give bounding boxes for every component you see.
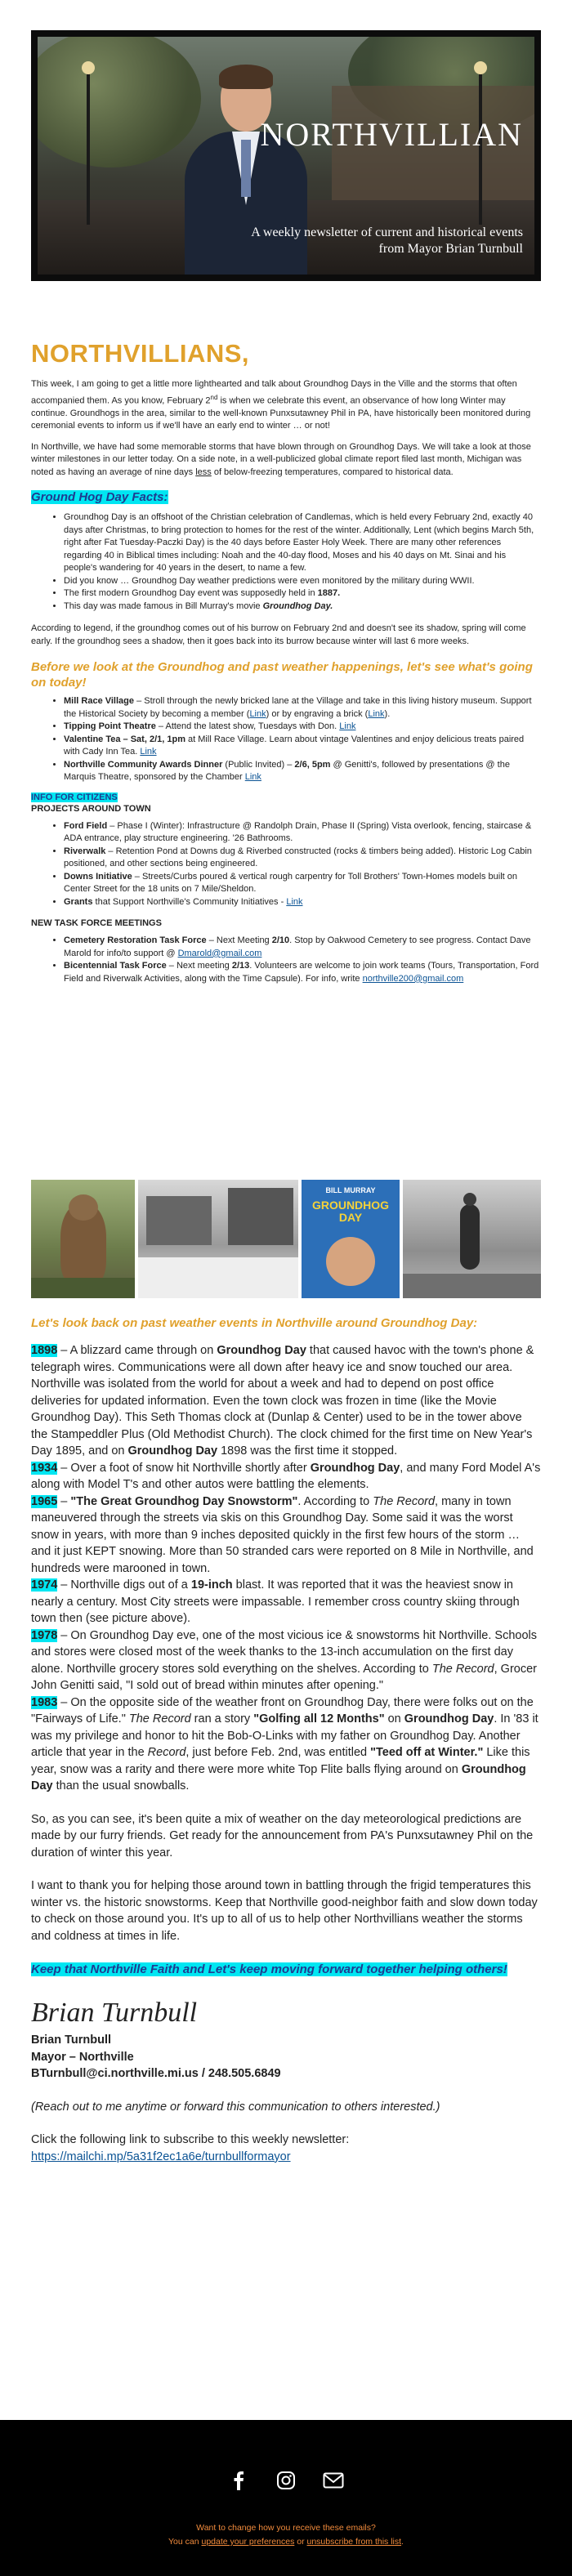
newsletter-brand: NORTHVILLIAN — [260, 116, 523, 153]
history-year: 1974 — [31, 1578, 58, 1592]
events-list — [31, 695, 541, 784]
intro-section — [31, 378, 541, 479]
link[interactable]: Link — [339, 721, 356, 732]
email-icon[interactable] — [322, 2469, 345, 2492]
history-entry: 1974 – Northville digs out of a 19-inch blast. It was reported that it was the heaviest snow in nearly a century. Most City streets were impassable. I remember cross country skiing through town then (see picture above). — [31, 1578, 520, 1625]
golfer-photo — [403, 1180, 541, 1298]
list-item: • Tipping Point Theatre – Attend the latest show, Tuesdays with Don. Link — [64, 721, 541, 734]
forward-note: (Reach out to me anytime or forward this communication to others interested.) — [31, 2100, 440, 2114]
list-item: • Downs Initiative – Streets/Curbs poured & vertical rough carpentry for Toll Brothers' Town-Homes models built on Center Street for the 18 units on 7 Mile/Sheldon. — [64, 871, 541, 896]
projects-heading: PROJECTS AROUND TOWN — [31, 803, 151, 814]
header-banner — [31, 30, 541, 281]
taskforce-heading: NEW TASK FORCE MEETINGS — [31, 918, 162, 929]
list-item: • Groundhog Day is an offshoot of the Christian celebration of Candlemas, which is held every February 2nd, exactly 40 days after Christmas, to bring protection to homes for the rest of the winter. Additionally, Lent (which begins March 5th, right after Fat Tuesday-Paczki Day) is the 40 days before Easter Holy Week. There are many other references regarding 40 in Biblical times including: Noah and the 40-day flood, Moses and his 40 days on Mt. Sinai and his people's wandering for 40 years in the desert, to name a few. — [64, 511, 541, 575]
link[interactable]: Link — [286, 896, 303, 907]
history-year: 1934 — [31, 1461, 58, 1475]
taskforce-list — [31, 935, 541, 985]
greeting-heading: NORTHVILLIANS, — [31, 339, 250, 368]
events-heading: Before we look at the Groundhog and past weather happenings, let's see what's going on today! — [31, 660, 533, 690]
footer-note — [0, 2521, 572, 2549]
instagram-icon[interactable] — [275, 2469, 297, 2492]
projects-list — [31, 820, 541, 909]
email-link[interactable]: northville200@gmail.com — [362, 973, 464, 984]
lamp-light — [474, 61, 487, 74]
email-link[interactable]: Dmarold@gmail.com — [177, 948, 262, 958]
history-year: 1983 — [31, 1695, 58, 1709]
list-item: • Northville Community Awards Dinner (Public Invited) – 2/6, 5pm @ Genitti's, followed by presentations @ the Marquis Theatre, sponsored by the Chamber Link — [64, 759, 541, 784]
footer-line-2: You can update your preferences or unsubscribe from this list. — [168, 2537, 404, 2547]
snow-street-photo — [138, 1180, 298, 1298]
intro-paragraph-1: This week, I am going to get a little more lighthearted and talk about Groundhog Days in the Ville and the storms that often accompanied them. As you know, February 2nd is when we celebrate this event, an observance of how long Winter may continue. Groundhogs in the area, similar to the well-known Punxsutawney Phil in PA, have historically been monitored during ceremonial events to inform us if we'll have an early end to winter … or not! — [31, 379, 531, 431]
facts-heading: Ground Hog Day Facts: — [31, 490, 168, 505]
closing-paragraph-2: I want to thank you for helping those around town in battling through the frigid temperatures this winter vs. the historic snowstorms. Keep that Northville good-neighbor faith and slow down today to check on those around you. It's up to all of us to help other Northvillians weather the storms and coldness at times in life. — [31, 1879, 538, 1943]
signer-name: Brian Turnbull — [31, 2034, 112, 2047]
history-entry: 1965 – "The Great Groundhog Day Snowstorm". According to The Record, many in town maneuvered through the streets via skis on this Groundhog Day. Some said it was the worst snow in years, with more than 9 inches deposited quickly in the first few hours of the storm … and it just KEPT snowing. More than 50 stranded cars were reported on 8 Mile in Northville, and hundreds were marooned in town. — [31, 1494, 534, 1575]
list-item: • This day was made famous in Bill Murray's movie Groundhog Day. — [64, 600, 541, 614]
legend-paragraph: According to legend, if the groundhog comes out of his burrow on February 2nd and doesn't see its shadow, spring will come early. If the groundhog sees a shadow, then it goes back into its burrow because winter will last 6 more weeks. — [31, 623, 526, 646]
list-item: • Cemetery Restoration Task Force – Next Meeting 2/10. Stop by Oakwood Cemetery to see progress. Contact Dave Marold for info/to support @ Dmarold@gmail.com — [64, 935, 541, 960]
signer-contact: BTurnbull@ci.northville.mi.us / 248.505.6849 — [31, 2067, 281, 2080]
photo-strip — [31, 1180, 541, 1298]
unsubscribe-link[interactable]: unsubscribe from this list — [306, 2537, 402, 2547]
facts-list — [31, 511, 541, 613]
link[interactable]: Link — [244, 772, 261, 783]
facebook-icon[interactable] — [227, 2469, 250, 2492]
list-item: • Valentine Tea – Sat, 2/1, 1pm at Mill Race Village. Learn about vintage Valentines and enjoy delicious treats paired with Cady Inn Tea. Link — [64, 734, 541, 759]
history-entry: 1978 – On Groundhog Day eve, one of the most vicious ice & snowstorms hit Northville. Schools and stores were closed most of the week thanks to the 13-inch accumulation on the first day alone. Northville grocery stores sold everything on the shelves. According to The Record, Grocer John Genitti said, "I sold out of bread within minutes after opening." — [31, 1628, 537, 1692]
history-year: 1898 — [31, 1344, 58, 1357]
history-section — [31, 1315, 541, 2165]
history-entries — [31, 1342, 541, 1795]
closing-motto: Keep that Northville Faith and Let's keep moving forward together helping others! — [31, 1962, 507, 1976]
subscribe-text: Click the following link to subscribe to this weekly newsletter: — [31, 2133, 350, 2146]
history-entry: 1934 – Over a foot of snow hit Northville shortly after Groundhog Day, and many Ford Model A's along with Model T's and other autos were battling the elements. — [31, 1461, 541, 1491]
list-item: • Bicentennial Task Force – Next meeting 2/13. Volunteers are welcome to join work teams (Tours, Transportation, Ford Field and Riverwalk Activities, along with the Time Capsule). For info, write northville200@gmail.com — [64, 960, 541, 985]
footer-line-1: Want to change how you receive these emails? — [196, 2523, 376, 2533]
main-content — [31, 339, 541, 985]
link[interactable]: Link — [249, 708, 266, 719]
history-year: 1978 — [31, 1628, 58, 1642]
history-heading: Let's look back on past weather events in Northville around Groundhog Day: — [31, 1316, 478, 1330]
tree-shape — [38, 37, 201, 167]
citizens-heading: INFO FOR CITIZENS — [31, 792, 118, 802]
list-item: • Mill Race Village – Stroll through the newly bricked lane at the Village and take in this living history museum. Support the Historical Society by becoming a member (Link) or by engraving a brick (Link). — [64, 695, 541, 721]
signer-title: Mayor – Northville — [31, 2050, 134, 2064]
update-preferences-link[interactable]: update your preferences — [201, 2537, 295, 2547]
link[interactable]: Link — [368, 708, 385, 719]
subscribe-link[interactable]: https://mailchi.mp/5a31f2ec1a6e/turnbullformayor — [31, 2150, 291, 2163]
lamp-post — [87, 69, 90, 225]
header-photo — [38, 37, 534, 275]
groundhog-photo — [31, 1180, 135, 1298]
history-entry: 1983 – On the opposite side of the weather front on Groundhog Day, there were folks out on the "Fairways of Life." The Record ran a story "Golfing all 12 Months" on Groundhog Day. In '83 it was my privilege and honor to hit the Bob-O-Links with my father on Groundhog Day. Another article that year in the Record, just before Feb. 2nd, was entitled "Teed off at Winter." Like this year, snow was a rarity and there were more white Top Flite balls flying around on Groundhog Day than the usual snowballs. — [31, 1695, 538, 1792]
link[interactable]: Link — [140, 747, 157, 757]
lamp-light — [82, 61, 95, 74]
footer — [0, 2420, 572, 2576]
social-icons — [0, 2469, 572, 2492]
list-item: • Grants that Support Northville's Community Initiatives - Link — [64, 896, 541, 909]
list-item: • Ford Field – Phase I (Winter): Infrastructure @ Randolph Drain, Phase II (Spring) Vista overlook, fencing, staircase & ADA entrance, play structure engineering. '26 Bathrooms. — [64, 820, 541, 846]
intro-paragraph-2: In Northville, we have had some memorable storms that have blown through on Groundhog Days. We will take a look at those winter milestones in our letter today. On a side note, in a well-publicized global climate report filed last month, Michigan was noted as having an average of nine days less of below-freezing temperatures, compared to historical data. — [31, 441, 531, 477]
signature-image: Brian Turnbull — [31, 1998, 198, 2028]
newsletter-tagline: A weekly newsletter of current and historical events from Mayor Brian Turnbull — [251, 225, 523, 256]
closing-paragraph-1: So, as you can see, it's been quite a mix of weather on the day meteorological predictions are made by our furry friends. Get ready for the announcement from PA's Punxsutawney Phil on the duration of winter this year. — [31, 1812, 534, 1859]
history-entry: 1898 – A blizzard came through on Groundhog Day that caused havoc with the town's phone & telegraph wires. Communications were all down after heavy ice and snow touched our area. Northville was isolated from the world for about a week and had to depend on post office deliveries for updated information. Even the town clock was frozen in time (like the Movie Groundhog Day). This Seth Thomas clock at (Dunlap & Center) used to be in the tower above the Stampeddler Plus (Old Methodist Church). The clock chimed for the first time on New Year's Day 1895, and on Groundhog Day 1898 was the first time it stopped. — [31, 1344, 534, 1458]
list-item: • The first modern Groundhog Day event was supposedly held in 1887. — [64, 587, 541, 600]
list-item: • Riverwalk – Retention Pond at Downs dug & Riverbed constructed (rocks & timbers being added). Historic Log Cabin positioned, and other sections being engineered. — [64, 846, 541, 871]
movie-poster-photo: BILL MURRAY GROUNDHOG DAY — [302, 1180, 400, 1298]
history-year: 1965 — [31, 1494, 58, 1508]
list-item: • Did you know … Groundhog Day weather predictions were even monitored by the military during WWII. — [64, 575, 541, 588]
